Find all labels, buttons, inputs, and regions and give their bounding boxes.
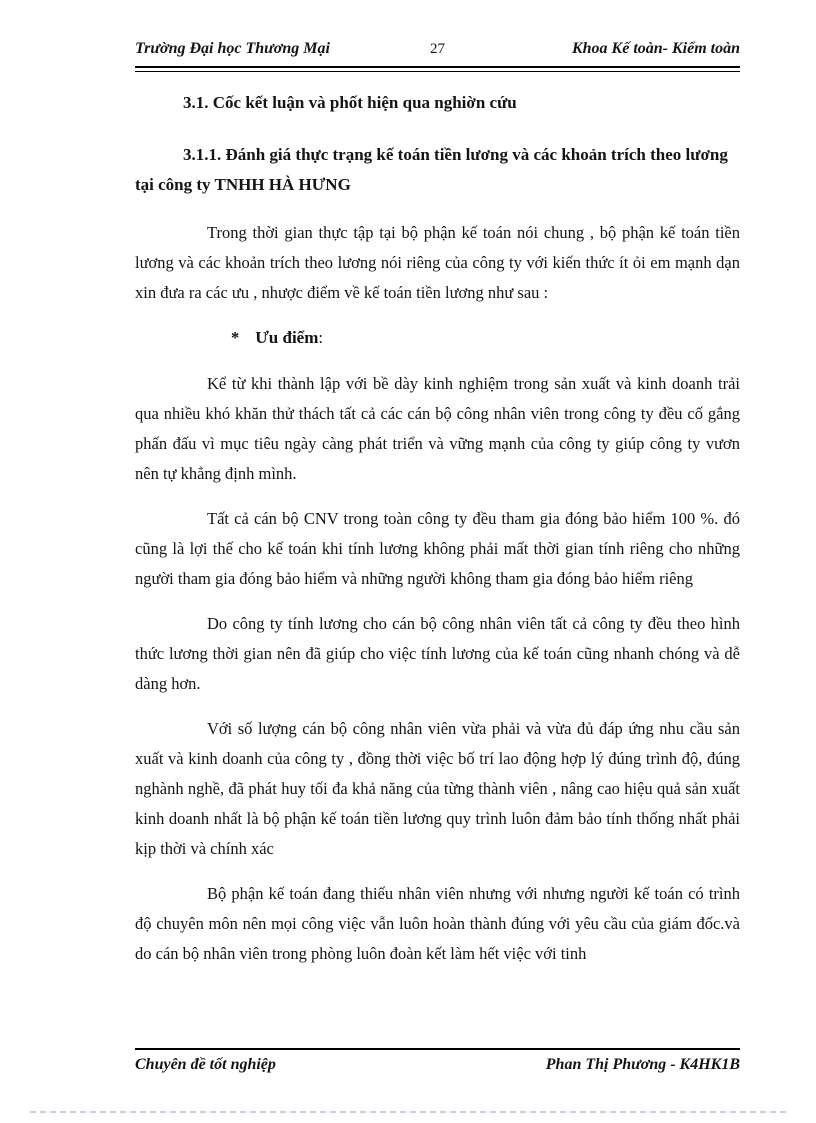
page-number: 27 [430, 41, 445, 57]
body-paragraph: Tất cả cán bộ CNV trong toàn công ty đều tham gia đóng bảo hiểm 100 %. đó cũng là lợi thế cho kế toán khi tính lương không phải mất thời gian tính riêng cho những người tham gia đóng bảo hiểm và những người không tham gia đóng bảo hiểm riêng [135, 509, 740, 588]
document-body [135, 88, 740, 969]
body-paragraph: Kể từ khi thành lập với bề dày kinh nghiệm trong sản xuất và kinh doanh trải qua nhiều khó khăn thử thách tất cả các cán bộ công nhân viên trong công ty đều cố gắng phấn đấu vì mục tiêu ngày càng phát triển và vững mạnh của công ty giúp công ty vươn nên tự khẳng định mình. [135, 374, 740, 483]
footer-rule [135, 1048, 740, 1050]
advantages-label: Ưu điểm [255, 328, 319, 347]
body-paragraph: Do công ty tính lương cho cán bộ công nhân viên tất cả công ty đều theo hình thức lương thời gian nên đã giúp cho việc tính lương của kế toán cũng nhanh chóng và dễ dàng hơn. [135, 614, 740, 693]
section-heading-3-1-1: 3.1.1. Đánh giá thực trạng kế toán tiền lương và các khoản trích theo lương tại công ty TNHH HÀ HƯNG [135, 145, 728, 194]
body-paragraph: Với số lượng cán bộ công nhân viên vừa phải và vừa đủ đáp ứng nhu cầu sản xuất và kinh doanh của công ty , đồng thời việc bố trí lao động hợp lý đúng trình độ, đúng nghành nghề, đã phát huy tối đa khả năng của từng thành viên , nâng cao hiệu quả sản xuất kinh doanh nhất là bộ phận kế toán tiền lương quy trình luôn đảm bảo tính thống nhất phải kịp thời và chính xác [135, 719, 740, 858]
page-break-indicator [30, 1111, 786, 1113]
page-header [135, 40, 740, 58]
body-paragraph: Bộ phận kế toán đang thiếu nhân viên nhưng với nhưng người kế toán có trình độ chuyên môn nên mọi công việc vẫn luôn hoàn thành đúng với yêu cầu của giám đốc.và do cán bộ nhân viên trong phòng luôn đoàn kết làm hết việc với tinh [135, 884, 740, 963]
footer-thesis-title: Chuyên đề tốt nghiệp [135, 1056, 276, 1073]
header-faculty-name: Khoa Kế toàn- Kiểm toàn [571, 40, 740, 57]
section-heading-3-1: 3.1. Cốc kết luận và phốt hiện qua nghiờn cứu [183, 93, 517, 112]
page-footer [135, 1048, 740, 1074]
advantages-heading [135, 323, 740, 353]
header-school-name: Trường Đại học Thương Mại [135, 40, 330, 57]
bullet-asterisk: * [231, 328, 240, 347]
footer-author-name: Phan Thị Phương - K4HK1B [545, 1056, 740, 1073]
header-double-rule [135, 66, 740, 72]
intro-paragraph: Trong thời gian thực tập tại bộ phận kế toán nói chung , bộ phận kế toán tiền lương và các khoản trích theo lương nói riêng của công ty với kiến thức ít ỏi em mạnh dạn xin đưa ra các ưu , nhược điểm về kế toán tiền lương như sau : [135, 223, 740, 302]
advantages-colon: : [318, 328, 323, 347]
